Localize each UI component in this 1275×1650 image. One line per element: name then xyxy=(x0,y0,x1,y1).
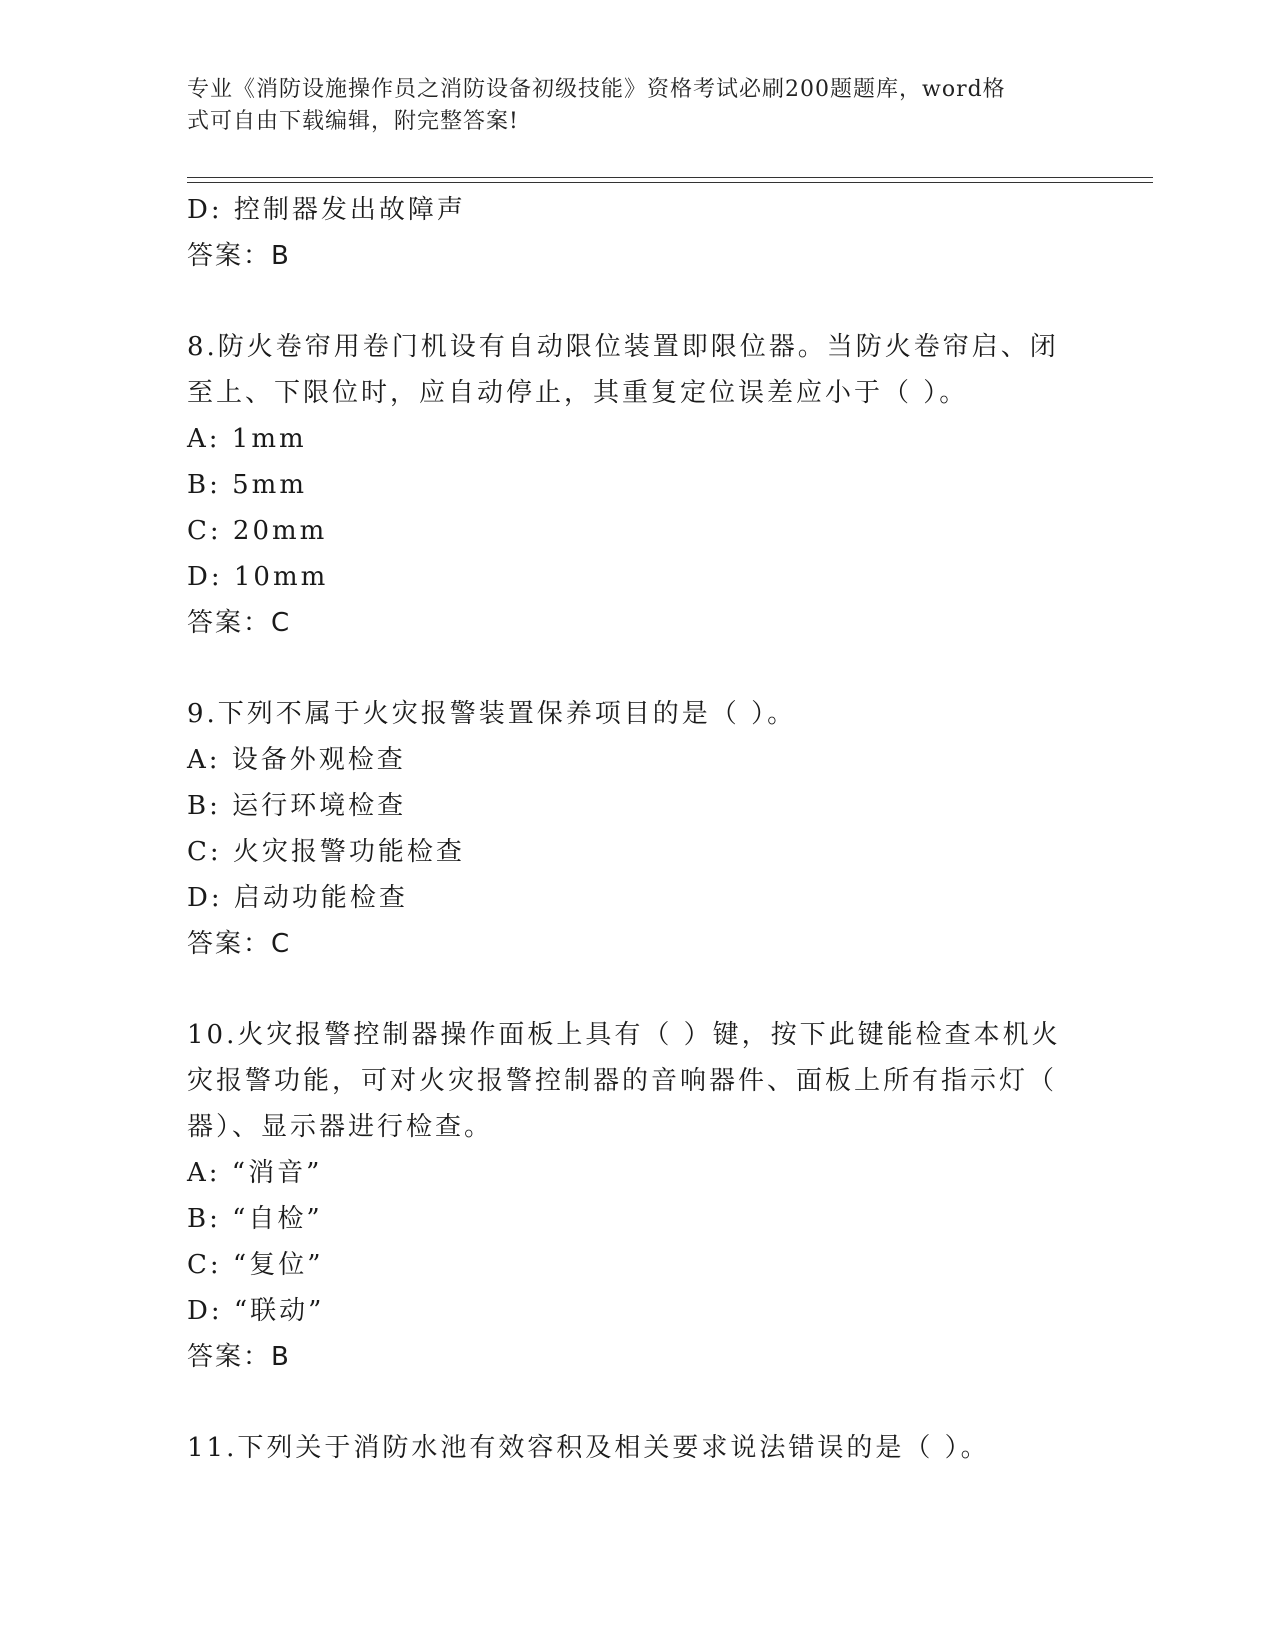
header-line-1: 专业《消防设施操作员之消防设备初级技能》资格考试必刷200题题库，word格 xyxy=(187,77,1006,102)
option-c: C: 火灾报警功能检查 xyxy=(187,837,465,867)
question-stem-line: 灾报警功能，可对火灾报警控制器的音响器件、面板上所有指示灯（ xyxy=(187,1066,1058,1096)
question-10 xyxy=(187,1012,1087,1380)
option-b: B: 运行环境检查 xyxy=(187,791,407,821)
header-divider-bottom xyxy=(187,182,1153,183)
option-a: A: 1mm xyxy=(187,424,307,454)
question-stem-line: 11.下列关于消防水池有效容积及相关要求说法错误的是（ ）。 xyxy=(187,1433,990,1463)
option-d: D: 控制器发出故障声 xyxy=(187,195,466,225)
question-8 xyxy=(187,324,1087,646)
answer-line: 答案：C xyxy=(187,929,292,959)
question-11 xyxy=(187,1425,1087,1471)
option-d: D: 10mm xyxy=(187,562,329,592)
option-b: B: “自检” xyxy=(187,1204,323,1234)
option-c: C: 20mm xyxy=(187,516,328,546)
answer-line: 答案：C xyxy=(187,608,292,638)
option-c: C: “复位” xyxy=(187,1250,324,1280)
question-stem-line: 器）、显示器进行检查。 xyxy=(187,1112,494,1142)
question-content xyxy=(187,187,1087,1471)
prev-question xyxy=(187,187,1087,279)
question-stem-line: 至上、下限位时，应自动停止，其重复定位误差应小于（ ）。 xyxy=(187,378,969,408)
question-stem-line: 9.下列不属于火灾报警装置保养项目的是（ ）。 xyxy=(187,699,797,729)
header-line-2: 式可自由下载编辑，附完整答案! xyxy=(187,109,519,134)
answer-line: 答案：B xyxy=(187,241,291,271)
answer-line: 答案：B xyxy=(187,1342,291,1372)
option-b: B: 5mm xyxy=(187,470,307,500)
option-d: D: 启动功能检查 xyxy=(187,883,408,913)
option-a: A: 设备外观检查 xyxy=(187,745,406,775)
document-header xyxy=(187,74,1067,138)
question-stem-line: 8.防火卷帘用卷门机设有自动限位装置即限位器。当防火卷帘启、闭 xyxy=(187,332,1059,362)
header-divider-top xyxy=(187,177,1153,178)
question-stem-line: 10.火灾报警控制器操作面板上具有（ ）键，按下此键能检查本机火 xyxy=(187,1020,1061,1050)
question-9 xyxy=(187,691,1087,967)
option-d: D: “联动” xyxy=(187,1296,325,1326)
option-a: A: “消音” xyxy=(187,1158,323,1188)
